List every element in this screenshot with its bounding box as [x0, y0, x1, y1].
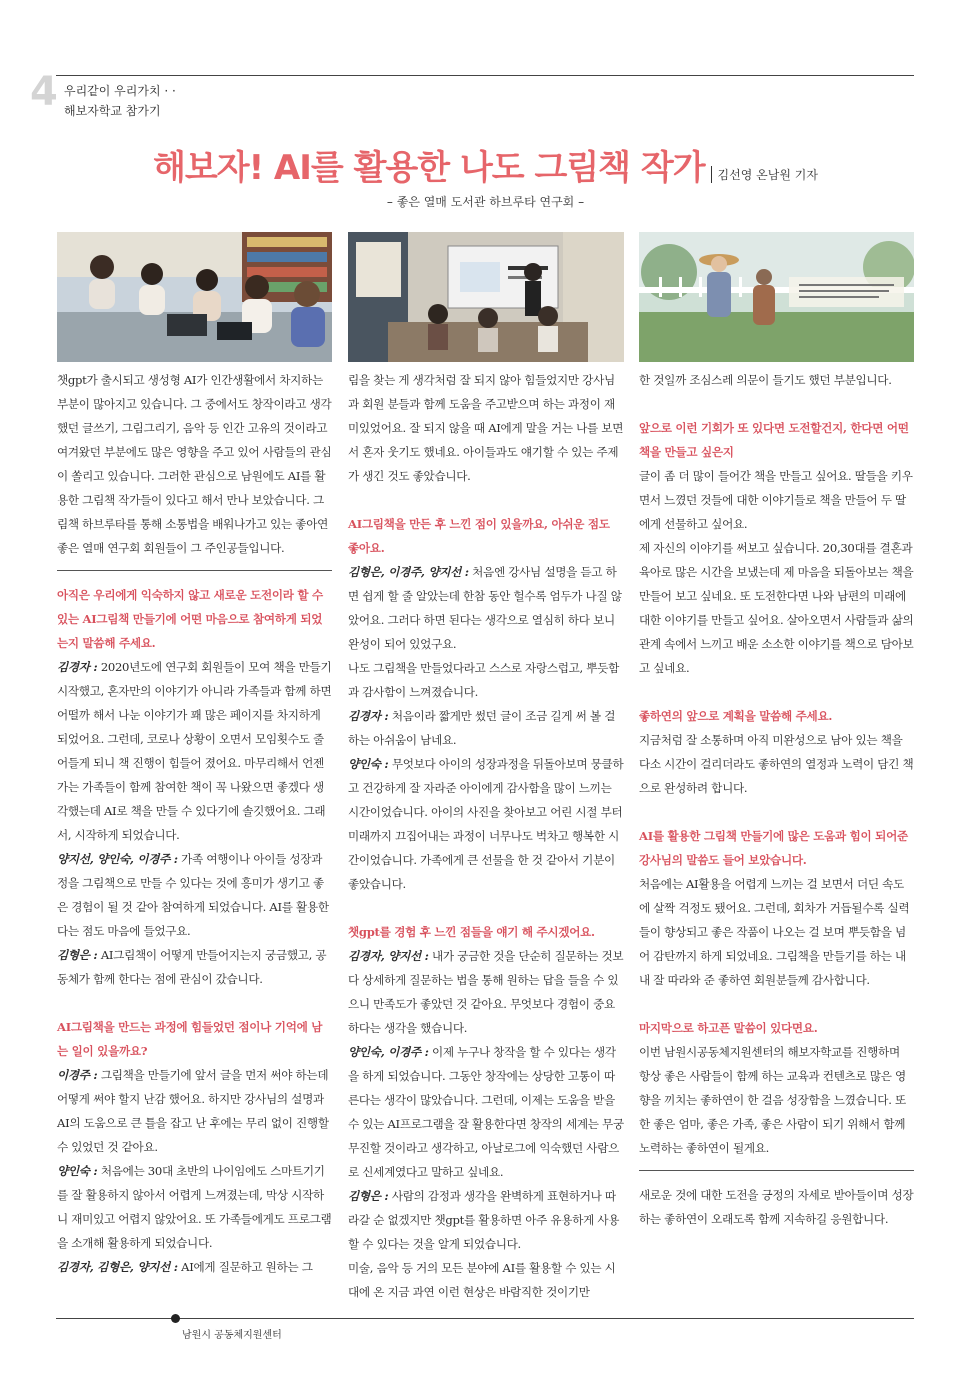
closing-paragraph: 새로운 것에 대한 도전을 긍정의 자세로 받아들이며 성장하는 좋하연이 오래도록 함께 지속하길 응원합니다.	[639, 1188, 914, 1226]
answer-text: AI그림책이 어떻게 만들어지는지 궁금했고, 공동체가 함께 한다는 점에 관심이 갔습니다.	[57, 948, 327, 986]
answer-paragraph: 제 자신의 이야기를 써보고 싶습니다. 20,30대를 결혼과 육아로 많은 시간을 보냈는데 제 마음을 되돌아보는 책을 만들어 보고 싶네요. 또 도전한다면 나와 남편의 미래에 대한 이야기를 만들고 싶어요. 살아오면서 사람들과 삶의 관계 속에서 느끼고 배운 소소한 이야기를 책으로 담아보고 싶네요.	[639, 541, 914, 675]
answer-text: 처음엔 강사님 설명을 듣고 하면 쉽게 할 줄 알았는데 한참 동안 헐수록 엄두가 나질 않았어요. 그러다 하면 된다는 생각으로 열심히 하다 보니 완성이 되어 있었구요.	[348, 565, 622, 651]
section-subname: 해보자학교 참가기	[64, 104, 161, 118]
speaker: 김경자, 양지선 :	[348, 949, 429, 963]
answer-paragraph	[57, 1063, 332, 1159]
answer-paragraph	[348, 944, 624, 1040]
section-name: 우리같이 우리가치 · ·	[64, 84, 176, 98]
question-5: 앞으로 이런 기회가 또 있다면 도전할건지, 한다면 어떤 책을 만들고 싶은지	[639, 421, 909, 459]
answer-paragraph	[57, 847, 332, 943]
body-paragraph: 한 것일까 조심스레 의문이 들기도 했던 부분입니다.	[639, 373, 892, 387]
speaker: 김형은 :	[57, 948, 98, 962]
speaker: 김형은 :	[348, 1189, 389, 1203]
speaker: 김형은, 이경주, 양지선 :	[348, 565, 469, 579]
answer-text: 그림책을 만들기에 앞서 글을 먼저 써야 하는데 어떻게 써야 할지 난감 했어요. 하지만 강사님의 설명과 AI의 도움으로 큰 틀을 잡고 난 후에는 무리 없이 진행할 수 있었던 것 같아요.	[57, 1068, 329, 1154]
column-3	[639, 368, 914, 1231]
photo-lecture-room	[348, 232, 624, 362]
page-number: 4	[30, 69, 58, 115]
speaker: 이경주 :	[57, 1068, 98, 1082]
answer-paragraph	[348, 752, 624, 896]
answer-text: 내가 궁금한 것을 단순히 질문하는 것보다 상세하게 질문하는 법을 통해 원하는 답을 들을 수 있으니 만족도가 좋았던 것 같아요. 무엇보다 경험이 중요하다는 생각을 했습니다.	[348, 949, 624, 1035]
answer-text: 무엇보다 아이의 성장과정을 뒤돌아보며 뭉클하고 건강하게 잘 자라준 아이에게 감사함을 많이 느끼는 시간이었습니다. 아이의 사진을 찾아보고 어린 시절 부터 미래까지 끄집어내는 과정이 너무나도 벅차고 행복한 시간이었습니다. 가족에게 큰 선물을 한 것 같아서 기분이 좋았습니다.	[348, 757, 624, 891]
footer-dot	[171, 1314, 180, 1323]
question-6: 좋하연의 앞으로 계획을 말씀해 주세요.	[639, 709, 833, 723]
intro-paragraph: 챗gpt가 출시되고 생성형 AI가 인간생활에서 차지하는 부분이 많아지고 있습니다. 그 중에서도 창작이라고 생각했던 글쓰기, 그림그리기, 음악 등 인간 고유의 것이라고 여겨왔던 부분에도 많은 영향을 주고 있어 사람들의 관심이 쏠리고 있습니다. 그러한 관심으로 남원에도 AI를 활용한 그림책 작가들이 있다고 해서 만나 보았습니다. 그림책 하브루타를 통해 소통법을 배워나가고 있는 좋아연 좋은 열매 연구회 회원들이 그 주인공들입니다.	[57, 373, 332, 555]
answer-paragraph: 처음에는 AI활용을 어렵게 느끼는 걸 보면서 더딘 속도에 살짝 걱정도 됐어요. 그런데, 회차가 거듭될수록 실력들이 향상되고 좋은 작품이 나오는 걸 보며 뿌듯함을 넘어 감탄까지 하게 되었네요. 그림책을 만들기를 하는 내내 잘 따라와 준 좋하연 회원분들께 감사합니다.	[639, 877, 910, 987]
question-4: 챗gpt를 경험 후 느낀 점들을 얘기 해 주시겠어요.	[348, 925, 595, 939]
byline: 김선영 온남원 기자	[711, 166, 818, 183]
answer-paragraph: 글이 좀 더 많이 들어간 책을 만들고 싶어요. 딸들을 키우면서 느꼈던 것들에 대한 이야기들로 책을 만들어 두 딸에게 선물하고 싶어요.	[639, 469, 913, 531]
answer-paragraph	[348, 1184, 624, 1256]
title-block	[0, 140, 971, 189]
answer-text: 2020년도에 연구회 회원들이 모여 책을 만들기 시작했고, 혼자만의 이야기가 아니라 가족들과 함께 하면 어떨까 해서 나눈 이야기가 꽤 많은 페이지를 차지하게 되었어요. 그런데, 코로나 상황이 오면서 모임횟수도 줄어들게 되니 책 진행이 힘들어 졌어요. 마무리해서 언젠가는 가족들이 함께 참여한 책이 꼭 나왔으면 좋겠다 생각했는데 AI로 책을 만들 수 있다기에 솔깃했어요. 그래서, 시작하게 되었습니다.	[57, 660, 332, 842]
divider	[57, 570, 332, 571]
photo-group-library	[57, 232, 332, 362]
answer-paragraph: 이번 남원시공동체지원센터의 해보자학교를 진행하며 항상 좋은 사람들이 함께 하는 교육과 컨텐츠로 많은 영향을 끼치는 좋하연이 한 걸음 성장함을 느꼈습니다. 또한 좋은 엄마, 좋은 가족, 좋은 사람이 되기 위해서 함께 노력하는 좋하연이 될게요.	[639, 1045, 906, 1155]
answer-text: 가족 여행이나 아이들 성장과정을 그림책으로 만들 수 있다는 것에 흥미가 생기고 좋은 경험이 될 것 같아 참여하게 되었습니다. AI를 활용한다는 점도 마음에 들었구요.	[57, 852, 329, 938]
answer-paragraph	[57, 655, 332, 847]
question-8: 마지막으로 하고픈 말씀이 있다면요.	[639, 1021, 818, 1035]
body-paragraph: 림을 찾는 게 생각처럼 잘 되지 않아 힘들었지만 강사님과 회원 분들과 함께 도움을 주고받으며 하는 과정이 재미있었어요. 잘 되지 않을 때 AI에게 말을 거는 나를 보면서 혼자 웃기도 했네요. 아이들과도 얘기할 수 있는 주제가 생긴 것도 좋았습니다.	[348, 373, 624, 483]
article-subtitle: – 좋은 열매 도서관 하브루타 연구회 –	[386, 195, 585, 209]
photo-garden-illustration	[639, 232, 914, 362]
question-7: AI를 활용한 그림책 만들기에 많은 도움과 힘이 되어준 강사님의 말씀도 들어 보았습니다.	[639, 829, 908, 867]
speaker: 김경자 :	[57, 660, 98, 674]
answer-paragraph	[348, 704, 624, 752]
body-paragraph: 미술, 음악 등 거의 모든 분야에 AI를 활용할 수 있는 시대에 온 지금 과연 이런 현상은 바람직한 것이기만	[348, 1261, 616, 1299]
answer-paragraph	[348, 560, 624, 656]
footer-rule	[56, 1318, 914, 1319]
footer-text: 남원시 공동체지원센터	[182, 1330, 282, 1341]
speaker: 양인숙 :	[57, 1164, 98, 1178]
speaker: 양인숙 :	[348, 757, 389, 771]
top-rule	[56, 75, 914, 76]
speaker: 김경자, 김형은, 양지선 :	[57, 1260, 178, 1274]
answer-paragraph: 나도 그림책을 만들었다라고 스스로 자랑스럽고, 뿌듯함과 감사함이 느껴졌습니다.	[348, 661, 620, 699]
speaker: 양인숙, 이경주 :	[348, 1045, 429, 1059]
speaker: 양지선, 양인숙, 이경주 :	[57, 852, 178, 866]
speaker: 김경자 :	[348, 709, 389, 723]
answer-text: 처음이라 짧게만 썼던 글이 조금 길게 써 볼 걸 하는 아쉬움이 남네요.	[348, 709, 616, 747]
answer-paragraph	[57, 1159, 332, 1255]
question-3: AI그림책을 만든 후 느낀 점이 있을까요, 아쉬운 점도 좋아요.	[348, 517, 610, 555]
answer-paragraph	[57, 943, 332, 991]
question-1: 아직은 우리에게 익숙하지 않고 새로운 도전이라 할 수 있는 AI그림책 만들기에 어떤 마음으로 참여하게 되었는지 말씀해 주세요.	[57, 588, 323, 650]
answer-text: AI에게 질문하고 원하는 그	[181, 1260, 313, 1274]
divider	[639, 1170, 914, 1171]
answer-paragraph: 지금처럼 잘 소통하며 아직 미완성으로 남아 있는 책을 다소 시간이 걸리더라도 좋하연의 열정과 노력이 담긴 책으로 완성하려 합니다.	[639, 733, 914, 795]
answer-text: 처음에는 30대 초반의 나이임에도 스마트기기를 잘 활용하지 않아서 어렵게 느껴졌는데, 막상 시작하니 재미있고 어렵지 않았어요. 또 가족들에게도 프로그램을 소개해 활용하게 되었습니다.	[57, 1164, 332, 1250]
column-2	[348, 368, 624, 1304]
answer-text: 사람의 감정과 생각을 완벽하게 표현하거나 따라갈 순 없겠지만 챗gpt를 활용하면 아주 유용하게 사용할 수 있다는 것을 알게 되었습니다.	[348, 1189, 620, 1251]
answer-text: 이제 누구나 창작을 할 수 있다는 생각을 하게 되었습니다. 그동안 창작에는 상당한 고통이 따른다는 생각이 많았습니다. 그런데, 이제는 도움을 받을 수 있는 AI프로그램을 잘 활용한다면 창작의 세계는 무궁무진할 것이라고 생각하고, 아날로그에 익숙했던 사람으로 신세계였다고 말하고 싶네요.	[348, 1045, 624, 1179]
article-title: 해보자! AI를 활용한 나도 그림책 작가	[153, 148, 705, 188]
question-2: AI그림책을 만드는 과정에 힘들었던 점이나 기억에 남는 일이 있을까요?	[57, 1020, 323, 1058]
answer-paragraph	[348, 1040, 624, 1184]
answer-paragraph	[57, 1255, 332, 1279]
column-1	[57, 368, 332, 1279]
